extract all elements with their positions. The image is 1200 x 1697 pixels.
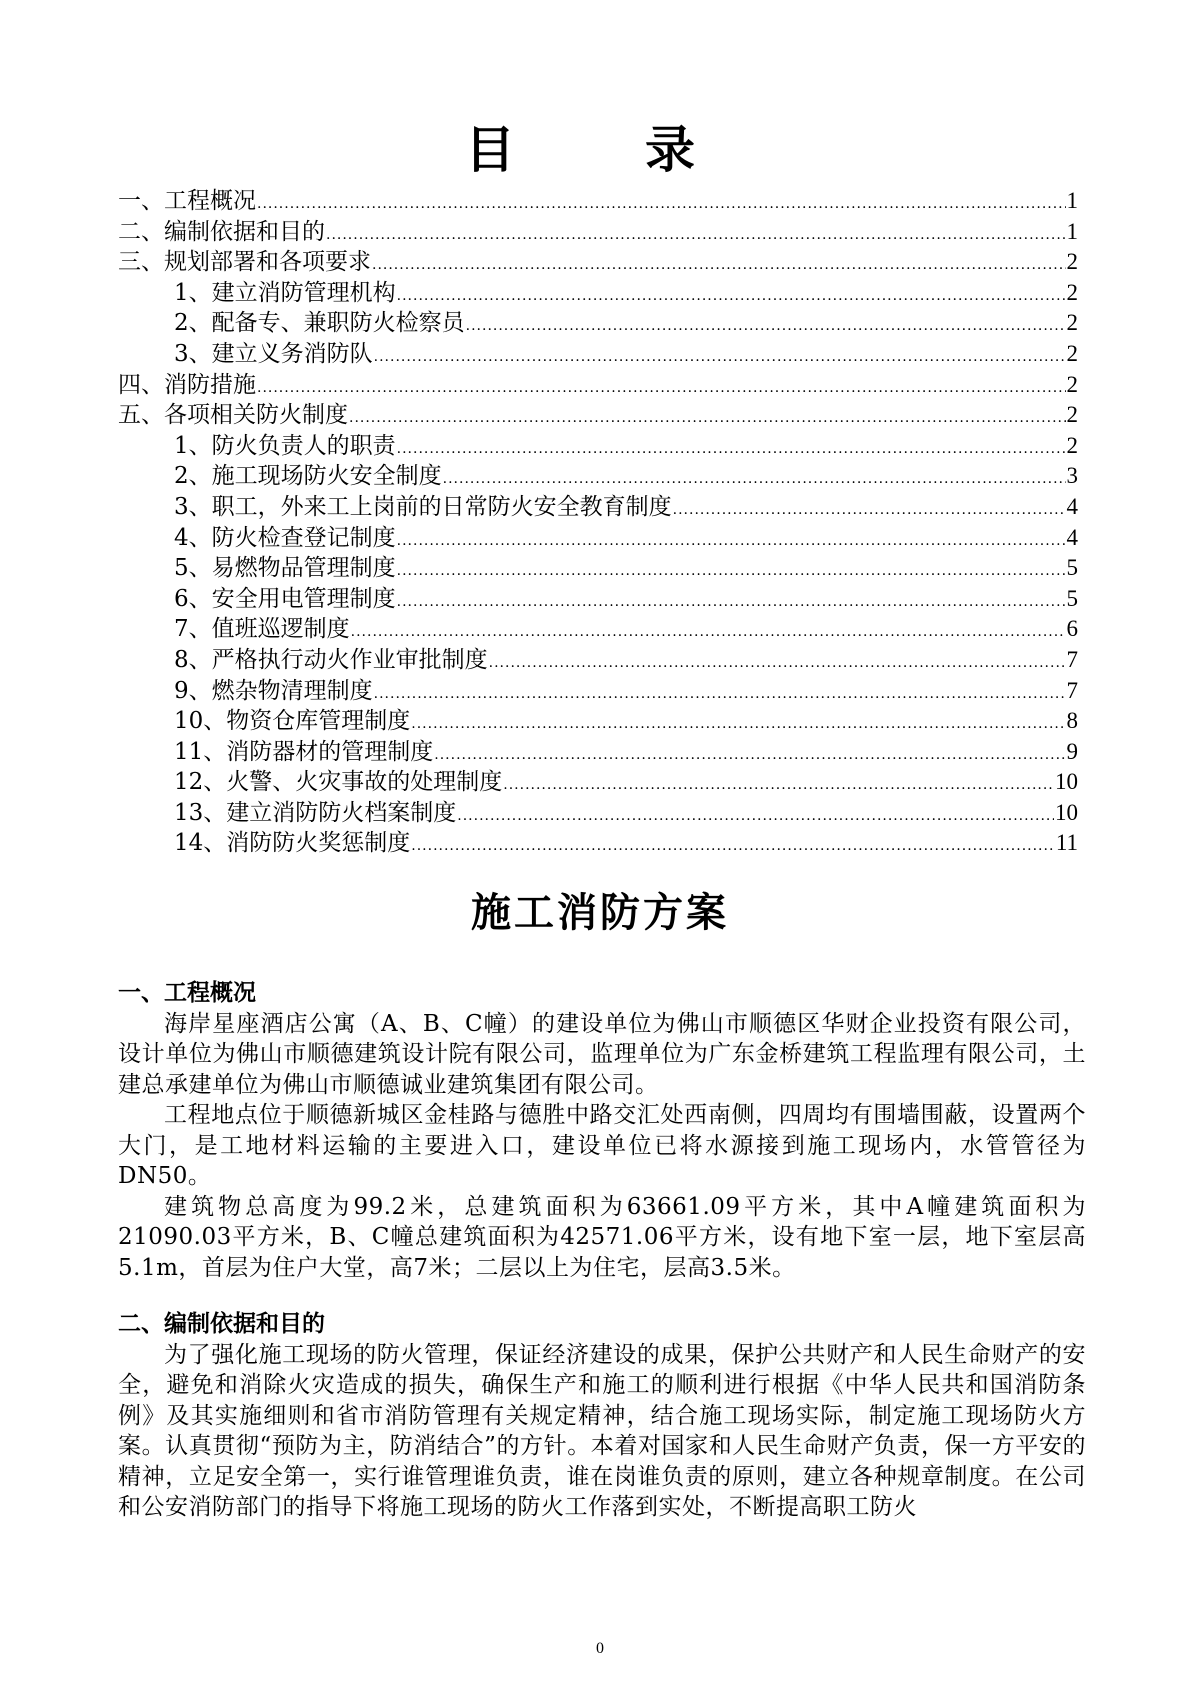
toc-entry-label: 7、值班巡逻制度: [174, 616, 350, 643]
toc-entry-page: 7: [1066, 677, 1078, 703]
toc-entry-label: 3、职工，外来工上岗前的日常防火安全教育制度: [174, 493, 672, 520]
toc-entry-label: 1、建立消防管理机构: [174, 279, 396, 306]
toc-entry-page: 3: [1066, 463, 1078, 489]
toc-leader-dots: [411, 831, 1055, 862]
toc-entry-page: 11: [1055, 830, 1078, 856]
section-heading-basis: 二、编制依据和目的: [118, 1310, 325, 1337]
toc-entry-page: 1: [1066, 218, 1078, 244]
toc-entry-label: 3、建立义务消防队: [174, 340, 373, 367]
toc-entry-label: 1、防火负责人的职责: [174, 432, 396, 459]
toc-entry-page: 5: [1066, 555, 1078, 581]
toc-entry[interactable]: [118, 186, 1078, 217]
toc-entry[interactable]: [118, 553, 1078, 584]
toc-entry[interactable]: [118, 737, 1078, 768]
toc-entry[interactable]: [118, 370, 1078, 401]
toc-entry-label: 一、工程概况: [118, 188, 256, 214]
toc-leader-dots: [397, 587, 1066, 618]
toc-leader-dots: [503, 770, 1054, 801]
toc-leader-dots: [411, 709, 1065, 740]
toc-leader-dots: [351, 617, 1066, 648]
toc-entry-page: 5: [1066, 585, 1078, 611]
toc-entry[interactable]: [118, 339, 1078, 370]
toc-entry[interactable]: [118, 645, 1078, 676]
table-of-contents: [118, 186, 1078, 859]
toc-leader-dots: [257, 189, 1066, 220]
toc-leader-dots: [349, 403, 1066, 434]
toc-leader-dots: [397, 526, 1066, 557]
toc-entry-page: 2: [1066, 310, 1078, 336]
toc-leader-dots: [397, 281, 1066, 312]
toc-leader-dots: [489, 648, 1066, 679]
page-number: 0: [596, 1640, 604, 1657]
toc-entry[interactable]: [118, 308, 1078, 339]
toc-entry-label: 5、易燃物品管理制度: [174, 555, 396, 582]
toc-entry-page: 2: [1066, 371, 1078, 397]
toc-entry-page: 10: [1055, 769, 1078, 795]
paragraph: 海岸星座酒店公寓（A、B、C幢）的建设单位为佛山市顺德区华财企业投资有限公司，设计单位为佛山市顺德建筑设计院有限公司，监理单位为广东金桥建筑工程监理有限公司，土建总承建单位为佛山市顺德诚业建筑集团有限公司。: [118, 1010, 1086, 1098]
toc-leader-dots: [374, 679, 1066, 710]
spacer: [118, 1283, 1086, 1309]
toc-entry-label: 三、规划部署和各项要求: [118, 249, 371, 276]
toc-entry-label: 五、各项相关防火制度: [118, 402, 348, 429]
toc-entry-label: 6、安全用电管理制度: [174, 585, 396, 612]
document-body: [118, 978, 1086, 1523]
toc-entry-page: 7: [1066, 646, 1078, 672]
toc-leader-dots: [326, 220, 1066, 251]
toc-entry-label: 9、燃杂物清理制度: [174, 677, 373, 704]
toc-entry-page: 6: [1066, 616, 1078, 642]
toc-entry-label: 2、施工现场防火安全制度: [174, 463, 442, 490]
toc-leader-dots: [374, 342, 1066, 373]
section-heading-overview: 一、工程概况: [118, 979, 256, 1006]
toc-leader-dots: [397, 556, 1066, 587]
toc-entry-label: 10、物资仓库管理制度: [174, 708, 411, 735]
paragraph: 为了强化施工现场的防火管理，保证经济建设的成果，保护公共财产和人民生命财产的安全，避免和消除火灾造成的损失，确保生产和施工的顺利进行根据《中华人民共和国消防条例》及其实施细则和省市消防管理有关规定精神，结合施工现场实际，制定施工现场防火方案。认真贯彻“预防为主，防消结合”的方针。本着对国家和人民生命财产负责，保一方平安的精神，立足安全第一，实行谁管理谁负责，谁在岗谁负责的原则，建立各种规章制度。在公司和公安消防部门的指导下将施工现场的防火工作落到实处，不断提高职工防火: [118, 1341, 1086, 1520]
toc-entry-label: 二、编制依据和目的: [118, 218, 325, 245]
toc-entry-label: 11、消防器材的管理制度: [174, 738, 434, 765]
toc-leader-dots: [457, 801, 1054, 832]
toc-entry[interactable]: [118, 400, 1078, 431]
toc-entry-label: 12、火警、火灾事故的处理制度: [174, 769, 503, 796]
toc-entry[interactable]: [118, 706, 1078, 737]
toc-entry[interactable]: [118, 828, 1078, 859]
toc-entry[interactable]: [118, 278, 1078, 309]
toc-entry-label: 4、防火检查登记制度: [174, 524, 396, 551]
toc-entry-page: 10: [1055, 799, 1078, 825]
toc-entry[interactable]: [118, 614, 1078, 645]
document-title: 施工消防方案: [471, 889, 729, 936]
toc-entry-page: 1: [1066, 188, 1078, 213]
toc-leader-dots: [397, 434, 1066, 465]
toc-leader-dots: [434, 740, 1065, 771]
toc-entry-label: 2、配备专、兼职防火检察员: [174, 310, 465, 337]
toc-entry[interactable]: [118, 523, 1078, 554]
toc-entry[interactable]: [118, 798, 1078, 829]
toc-entry[interactable]: [118, 492, 1078, 523]
paragraph: 工程地点位于顺德新城区金桂路与德胜中路交汇处西南侧，四周均有围墙围蔽，设置两个大门，是工地材料运输的主要进入口，建设单位已将水源接到施工现场内，水管管径为DN50。: [118, 1102, 1086, 1189]
toc-leader-dots: [257, 373, 1066, 404]
toc-entry[interactable]: [118, 767, 1078, 798]
toc-entry-page: 8: [1066, 708, 1078, 734]
toc-entry-label: 8、严格执行动火作业审批制度: [174, 646, 488, 673]
toc-entry[interactable]: [118, 676, 1078, 707]
toc-leader-dots: [466, 311, 1066, 342]
toc-entry-page: 9: [1066, 738, 1078, 764]
toc-title: 目 录: [465, 120, 735, 179]
toc-entry[interactable]: [118, 431, 1078, 462]
toc-entry-label: 四、消防措施: [118, 371, 256, 398]
toc-entry-label: 13、建立消防防火档案制度: [174, 799, 457, 826]
toc-entry[interactable]: [118, 247, 1078, 278]
toc-entry-page: 2: [1066, 402, 1078, 428]
toc-entry-page: 2: [1066, 249, 1078, 275]
toc-entry-label: 14、消防防火奖惩制度: [174, 830, 411, 857]
toc-entry-page: 2: [1066, 432, 1078, 458]
toc-entry[interactable]: [118, 584, 1078, 615]
toc-entry[interactable]: [118, 217, 1078, 248]
toc-entry-page: 2: [1066, 279, 1078, 305]
toc-leader-dots: [673, 495, 1066, 526]
toc-entry-page: 4: [1066, 493, 1078, 519]
paragraph: 建筑物总高度为99.2米，总建筑面积为63661.09平方米，其中A幢建筑面积为21090.03平方米，B、C幢总建筑面积为42571.06平方米，设有地下室一层，地下室层高5.1m，首层为住户大堂，高7米；二层以上为住宅，层高3.5米。: [118, 1193, 1086, 1281]
toc-entry-page: 2: [1066, 340, 1078, 366]
toc-entry[interactable]: [118, 461, 1078, 492]
toc-leader-dots: [443, 464, 1066, 495]
toc-entry-page: 4: [1066, 524, 1078, 550]
toc-leader-dots: [372, 250, 1066, 281]
